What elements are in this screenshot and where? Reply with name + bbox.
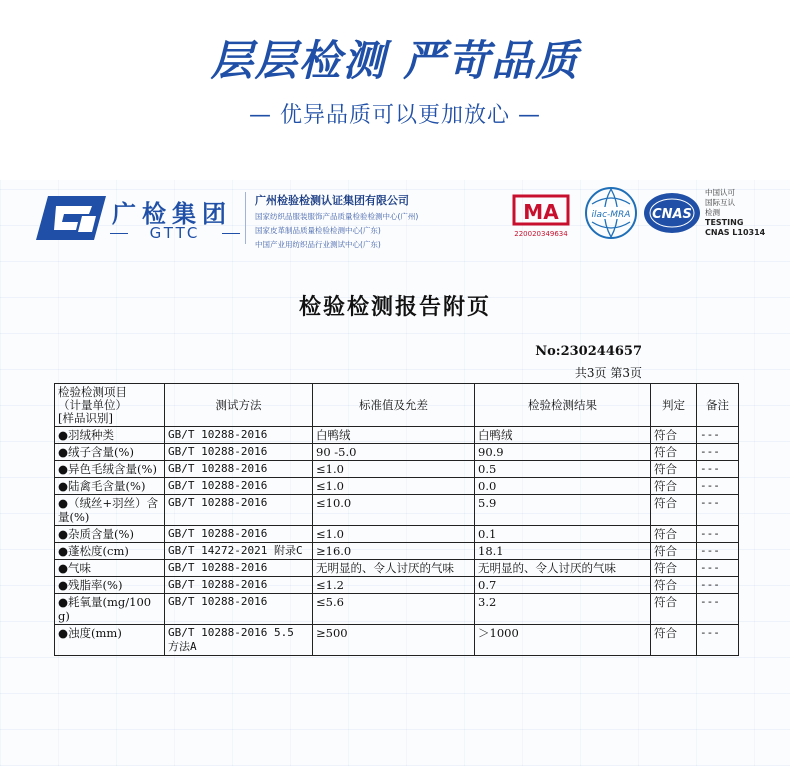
org-name: 广州检验检测认证集团有限公司 xyxy=(255,194,409,207)
cma-label: MA xyxy=(523,200,559,224)
row-result: 0.5 xyxy=(475,461,651,478)
org-line: 国家纺织品服装服饰产品质量检验检测中心(广州) xyxy=(255,212,419,221)
cnas-text-line: 国际互认 xyxy=(705,198,735,207)
row-item: ●羽绒种类 xyxy=(55,427,165,444)
cnas-logo-icon xyxy=(642,190,702,236)
row-standard: ≥500 xyxy=(313,625,475,656)
cma-number: 220020349634 xyxy=(514,230,568,238)
row-standard: 无明显的、令人讨厌的气味 xyxy=(313,560,475,577)
row-method: GB/T 10288-2016 xyxy=(165,427,313,444)
row-judgment: 符合 xyxy=(651,427,697,444)
row-judgment: 符合 xyxy=(651,495,697,526)
row-remark: --- xyxy=(697,625,739,656)
row-remark: --- xyxy=(697,594,739,625)
table-row xyxy=(55,594,739,625)
table-row xyxy=(55,526,739,543)
cnas-text-line: TESTING xyxy=(705,218,744,227)
row-result: ＞1000 xyxy=(475,625,651,656)
table-row xyxy=(55,577,739,594)
row-result: 0.0 xyxy=(475,478,651,495)
row-judgment: 符合 xyxy=(651,543,697,560)
row-result: 90.9 xyxy=(475,444,651,461)
row-item: ●异色毛绒含量(%) xyxy=(55,461,165,478)
cnas-text-line: 检测 xyxy=(705,208,720,217)
banner-headline: 层层检测 严苛品质 xyxy=(210,36,580,85)
row-standard: ≤10.0 xyxy=(313,495,475,526)
row-result: 无明显的、令人讨厌的气味 xyxy=(475,560,651,577)
report-document xyxy=(0,180,790,766)
row-result: 5.9 xyxy=(475,495,651,526)
row-item: ●浊度(mm) xyxy=(55,625,165,656)
header-item-line: [样品识别] xyxy=(58,410,113,425)
row-item: ●耗氧量(mg/100g) xyxy=(55,594,165,625)
row-remark: --- xyxy=(697,461,739,478)
header-judgment: 判定 xyxy=(651,384,697,427)
row-method: GB/T 10288-2016 xyxy=(165,478,313,495)
row-standard: 白鸭绒 xyxy=(313,427,475,444)
header-item-line: （计量单位） xyxy=(58,397,127,412)
row-method: GB/T 10288-2016 xyxy=(165,594,313,625)
row-item: ●陆禽毛含量(%) xyxy=(55,478,165,495)
row-item: ●（绒丝+羽丝）含量(%) xyxy=(55,495,165,526)
row-remark: --- xyxy=(697,526,739,543)
row-method: GB/T 10288-2016 5.5 方法A xyxy=(165,625,313,656)
row-standard: ≤5.6 xyxy=(313,594,475,625)
row-method: GB/T 14272-2021 附录C xyxy=(165,543,313,560)
header-method: 测试方法 xyxy=(165,384,313,427)
row-method: GB/T 10288-2016 xyxy=(165,577,313,594)
table-header-row xyxy=(55,384,739,427)
row-method: GB/T 10288-2016 xyxy=(165,560,313,577)
brand-name-cn: 广检集团 xyxy=(112,200,232,228)
row-result: 白鸭绒 xyxy=(475,427,651,444)
organization-info xyxy=(255,192,418,250)
row-remark: --- xyxy=(697,444,739,461)
row-standard: ≤1.2 xyxy=(313,577,475,594)
brand-name-en: GTTC xyxy=(112,224,238,242)
row-method: GB/T 10288-2016 xyxy=(165,461,313,478)
gttc-logo-icon xyxy=(34,192,108,244)
org-line: 国家皮革制品质量检验检测中心(广东) xyxy=(255,226,381,235)
row-judgment: 符合 xyxy=(651,461,697,478)
promo-banner xyxy=(0,0,790,180)
row-judgment: 符合 xyxy=(651,526,697,543)
header-result: 检验检测结果 xyxy=(475,384,651,427)
row-judgment: 符合 xyxy=(651,444,697,461)
table-row xyxy=(55,560,739,577)
org-line: 中国产业用纺织品行业测试中心(广东) xyxy=(255,240,381,249)
row-standard: ≤1.0 xyxy=(313,526,475,543)
divider xyxy=(245,192,246,244)
row-result: 0.7 xyxy=(475,577,651,594)
ilac-mra-icon xyxy=(584,186,638,240)
row-remark: --- xyxy=(697,478,739,495)
table-row xyxy=(55,543,739,560)
table-row xyxy=(55,478,739,495)
header-standard: 标准值及允差 xyxy=(313,384,475,427)
row-result: 3.2 xyxy=(475,594,651,625)
row-standard: ≤1.0 xyxy=(313,461,475,478)
header-item xyxy=(55,384,165,427)
row-remark: --- xyxy=(697,543,739,560)
report-title: 检验检测报告附页 xyxy=(298,294,491,320)
row-standard: 90 -5.0 xyxy=(313,444,475,461)
row-remark: --- xyxy=(697,560,739,577)
table-row xyxy=(55,495,739,526)
row-item: ●气味 xyxy=(55,560,165,577)
cnas-label: CNAS xyxy=(652,207,692,222)
row-remark: --- xyxy=(697,495,739,526)
row-standard: ≤1.0 xyxy=(313,478,475,495)
table-row xyxy=(55,427,739,444)
row-item: ●杂质含量(%) xyxy=(55,526,165,543)
cnas-text-line: 中国认可 xyxy=(705,188,735,197)
header-item-line: 检验检测项目 xyxy=(58,384,127,399)
row-item: ●残脂率(%) xyxy=(55,577,165,594)
page-indicator: 共3页 第3页 xyxy=(574,366,642,380)
row-standard: ≥16.0 xyxy=(313,543,475,560)
row-method: GB/T 10288-2016 xyxy=(165,444,313,461)
row-judgment: 符合 xyxy=(651,577,697,594)
row-judgment: 符合 xyxy=(651,625,697,656)
row-judgment: 符合 xyxy=(651,560,697,577)
row-method: GB/T 10288-2016 xyxy=(165,526,313,543)
row-remark: --- xyxy=(697,577,739,594)
row-method: GB/T 10288-2016 xyxy=(165,495,313,526)
report-number: No:230244657 xyxy=(535,344,642,359)
table-row xyxy=(55,444,739,461)
cnas-accreditation xyxy=(705,188,765,238)
row-remark: --- xyxy=(697,427,739,444)
table-row xyxy=(55,625,739,656)
row-item: ●绒子含量(%) xyxy=(55,444,165,461)
header-remark: 备注 xyxy=(697,384,739,427)
banner-subline: — 优异品质可以更加放心 — xyxy=(249,103,541,128)
row-item: ●蓬松度(cm) xyxy=(55,543,165,560)
row-result: 18.1 xyxy=(475,543,651,560)
cma-seal-icon xyxy=(508,190,574,240)
row-judgment: 符合 xyxy=(651,478,697,495)
cnas-text-line: CNAS L10314 xyxy=(705,228,766,237)
results-table xyxy=(54,383,739,656)
table-row xyxy=(55,461,739,478)
row-result: 0.1 xyxy=(475,526,651,543)
ilac-label: ilac-MRA xyxy=(591,210,631,220)
row-judgment: 符合 xyxy=(651,594,697,625)
